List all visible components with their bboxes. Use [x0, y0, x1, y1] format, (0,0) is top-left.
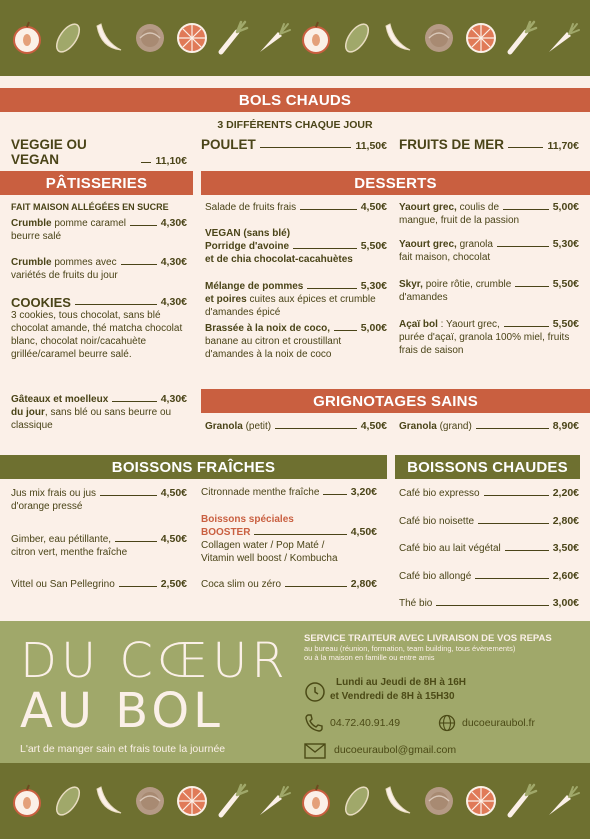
- grignotage-item: Granola (petit) 4,50€: [205, 420, 387, 432]
- boisson-chaude-item: Café bio au lait végétal 3,50€: [399, 542, 579, 554]
- hours-line2: et Vendredi de 8H à 15H30: [330, 691, 455, 702]
- special-label: Boissons spéciales: [201, 514, 294, 525]
- hours-line1: Lundi au Jeudi de 8H à 16H: [336, 677, 467, 688]
- banana-icon: [90, 782, 128, 820]
- desserts-banner: [201, 171, 590, 195]
- logo-line2: AU BOL: [20, 683, 224, 739]
- item-price: 2,80€: [552, 515, 579, 527]
- carrot-icon: [544, 19, 582, 57]
- grignotages-banner: [201, 389, 590, 413]
- patisseries-title: PÂTISSERIES: [45, 174, 148, 192]
- boisson-chaude-item: Café bio expresso 2,20€: [399, 487, 579, 499]
- item-price: 3,20€: [350, 486, 377, 498]
- email-icon: [304, 743, 326, 764]
- bottom-vegetable-strip: [0, 763, 590, 839]
- service-detail1: au bureau (réunion, formation, team building, tous évènements): [304, 644, 516, 653]
- item-name: POULET: [201, 137, 256, 152]
- patisseries-banner: [0, 171, 193, 195]
- boisson-fraiche-item: Gimber, eau pétillante, 4,50€ citron vert, menthe fraîche: [11, 533, 187, 558]
- item-price: 4,30€: [160, 393, 187, 405]
- item-price: 5,00€: [360, 322, 387, 334]
- item-price: 4,50€: [360, 201, 387, 213]
- boisson-chaude-item: Thé bio 3,00€: [399, 597, 579, 609]
- item-price: 5,30€: [360, 280, 387, 292]
- boissons-chaudes-title: BOISSONS CHAUDES: [407, 458, 568, 476]
- cabbage-icon: [420, 782, 458, 820]
- apple-icon: [8, 782, 46, 820]
- carrot-icon: [255, 782, 293, 820]
- service-title: SERVICE TRAITEUR AVEC LIVRAISON DE VOS REPAS: [304, 633, 552, 644]
- orange-icon: [173, 782, 211, 820]
- leek-icon: [503, 782, 541, 820]
- globe-icon: [438, 714, 456, 737]
- orange-icon: [462, 19, 500, 57]
- top-vegetable-strip: [0, 0, 590, 76]
- clock-icon: [304, 681, 326, 708]
- boissons-fraiches-title: BOISSONS FRAÎCHES: [111, 458, 276, 476]
- desserts-title: DESSERTS: [354, 174, 437, 192]
- dessert-item: Yaourt grec, granola 5,30€ fait maison, chocolat: [399, 238, 579, 263]
- boissons-fraiches-banner: [0, 455, 387, 479]
- item-price: 4,50€: [160, 533, 187, 545]
- item-price: 4,30€: [160, 217, 187, 229]
- dessert-item: Açaï bol : Yaourt grec, 5,50€ purée d'açaï, granola 100% miel, fruits frais de saison: [399, 318, 579, 356]
- orange-icon: [462, 782, 500, 820]
- cucumber-icon: [49, 19, 87, 57]
- patisseries-subtitle: FAIT MAISON ALLÉGÉES EN SUCRE: [11, 202, 169, 212]
- item-price: 5,30€: [552, 238, 579, 250]
- cabbage-icon: [420, 19, 458, 57]
- item-price: 3,50€: [552, 542, 579, 554]
- carrot-icon: [255, 19, 293, 57]
- boisson-chaude-item: Café bio noisette 2,80€: [399, 515, 579, 527]
- phone-number[interactable]: 04.72.40.91.49: [330, 717, 401, 729]
- tagline: L'art de manger sain et frais toute la journée: [20, 743, 226, 755]
- dessert-item: Skyr, poire rôtie, crumble 5,50€ d'amandes: [399, 278, 579, 303]
- item-name: COOKIES: [11, 295, 71, 310]
- bols-chauds-subtitle: 3 DIFFÉRENTS CHAQUE JOUR: [217, 119, 373, 131]
- patisserie-item: Crumble pomme caramel 4,30€ beurre salé: [11, 217, 187, 242]
- carrot-icon: [544, 782, 582, 820]
- bols-item-fruits-de-mer: [399, 137, 579, 152]
- item-price: 4,50€: [160, 487, 187, 499]
- leek-icon: [503, 19, 541, 57]
- footer: [0, 621, 590, 763]
- item-name: Salade de fruits frais: [205, 202, 297, 213]
- service-detail2: ou à la maison en famille ou entre amis: [304, 653, 435, 662]
- item-price: 5,50€: [360, 240, 387, 252]
- apple-icon: [297, 19, 335, 57]
- item-price: 4,30€: [160, 256, 187, 268]
- boisson-fraiche-item: Coca slim ou zéro 2,80€: [201, 578, 377, 590]
- dessert-item-coco: Brassée à la noix de coco, 5,00€ banane au citron et croustillant d'amandes à la noix de coco: [205, 322, 387, 360]
- boissons-chaudes-banner: [395, 455, 580, 479]
- item-price: 2,20€: [552, 487, 579, 499]
- bols-chauds-title: BOLS CHAUDS: [238, 91, 352, 109]
- item-price: 4,50€: [350, 526, 377, 538]
- item-price: 2,80€: [350, 578, 377, 590]
- grignotage-item: Granola (grand) 8,90€: [399, 420, 579, 432]
- item-desc: 3 cookies, tous chocolat, sans blé chocolat amande, thé matcha chocolat blanc, chocolat noir/cacahuète grillée/caramel beurre salé.: [11, 310, 183, 360]
- leek-icon: [214, 19, 252, 57]
- item-price: 2,60€: [552, 570, 579, 582]
- item-price: 5,50€: [552, 318, 579, 330]
- banana-icon: [379, 19, 417, 57]
- item-desc: variétés de fruits du jour: [11, 270, 118, 281]
- boisson-chaude-item: Café bio allongé 2,60€: [399, 570, 579, 582]
- boisson-booster-item: Boissons spéciales BOOSTER 4,50€ Collagen water / Pop Maté / Vitamin well boost / Kombucha: [201, 514, 377, 564]
- apple-icon: [8, 19, 46, 57]
- cucumber-icon: [338, 19, 376, 57]
- email-link[interactable]: ducoeuraubol@gmail.com: [334, 744, 457, 756]
- item-price: 2,50€: [160, 578, 187, 590]
- patisserie-item-gateaux: Gâteaux et moelleux 4,30€ du jour, sans blé ou sans beurre ou classique: [11, 393, 187, 431]
- grignotages-title: GRIGNOTAGES SAINS: [313, 392, 478, 410]
- dessert-item-porridge: VEGAN (sans blé) Porridge d'avoine 5,50€ et de chia chocolat-cacahuètes: [205, 228, 387, 265]
- cucumber-icon: [49, 782, 87, 820]
- item-price: 5,50€: [552, 278, 579, 290]
- website-link[interactable]: ducoeuraubol.fr: [462, 717, 535, 729]
- dessert-item: Yaourt grec, coulis de 5,00€ mangue, fruit de la passion: [399, 201, 579, 226]
- phone-icon: [304, 713, 324, 738]
- apple-icon: [297, 782, 335, 820]
- boisson-fraiche-item: Vittel ou San Pellegrino 2,50€: [11, 578, 187, 590]
- item-price: 4,30€: [160, 296, 187, 308]
- patisserie-item-cookies: [11, 296, 187, 361]
- item-desc: beurre salé: [11, 231, 62, 242]
- item-name: FRUITS DE MER: [399, 137, 505, 152]
- logo-line1: DU CŒUR: [20, 633, 289, 689]
- dessert-item: [205, 201, 387, 214]
- item-price: 4,50€: [360, 420, 387, 432]
- banana-icon: [90, 19, 128, 57]
- dessert-item-pommes: Mélange de pommes 5,30€ et poires cuites aux épices et crumble d'amandes épicé: [205, 280, 387, 318]
- boisson-fraiche-item: Jus mix frais ou jus 4,50€ d'orange pressé: [11, 487, 187, 512]
- boisson-fraiche-item: Citronnade menthe fraîche 3,20€: [201, 486, 377, 498]
- leek-icon: [214, 782, 252, 820]
- item-price: 8,90€: [552, 420, 579, 432]
- item-price: 11,70€: [547, 140, 579, 152]
- banana-icon: [379, 782, 417, 820]
- cabbage-icon: [131, 782, 169, 820]
- item-price: 11,50€: [355, 140, 387, 152]
- item-name: VEGGIE OU VEGAN: [11, 137, 87, 167]
- item-price: 11,10€: [155, 155, 187, 167]
- cucumber-icon: [338, 782, 376, 820]
- item-name: Gâteaux et moelleux: [11, 394, 109, 405]
- item-price: 5,00€: [552, 201, 579, 213]
- bols-item-poulet: [201, 137, 387, 152]
- item-price: 3,00€: [552, 597, 579, 609]
- bols-chauds-banner: [0, 88, 590, 112]
- cabbage-icon: [131, 19, 169, 57]
- patisserie-item: Crumble pommes avec 4,30€ variétés de fruits du jour: [11, 256, 187, 281]
- booster-label: BOOSTER: [201, 527, 251, 538]
- orange-icon: [173, 19, 211, 57]
- bols-item-veggie: [11, 137, 187, 167]
